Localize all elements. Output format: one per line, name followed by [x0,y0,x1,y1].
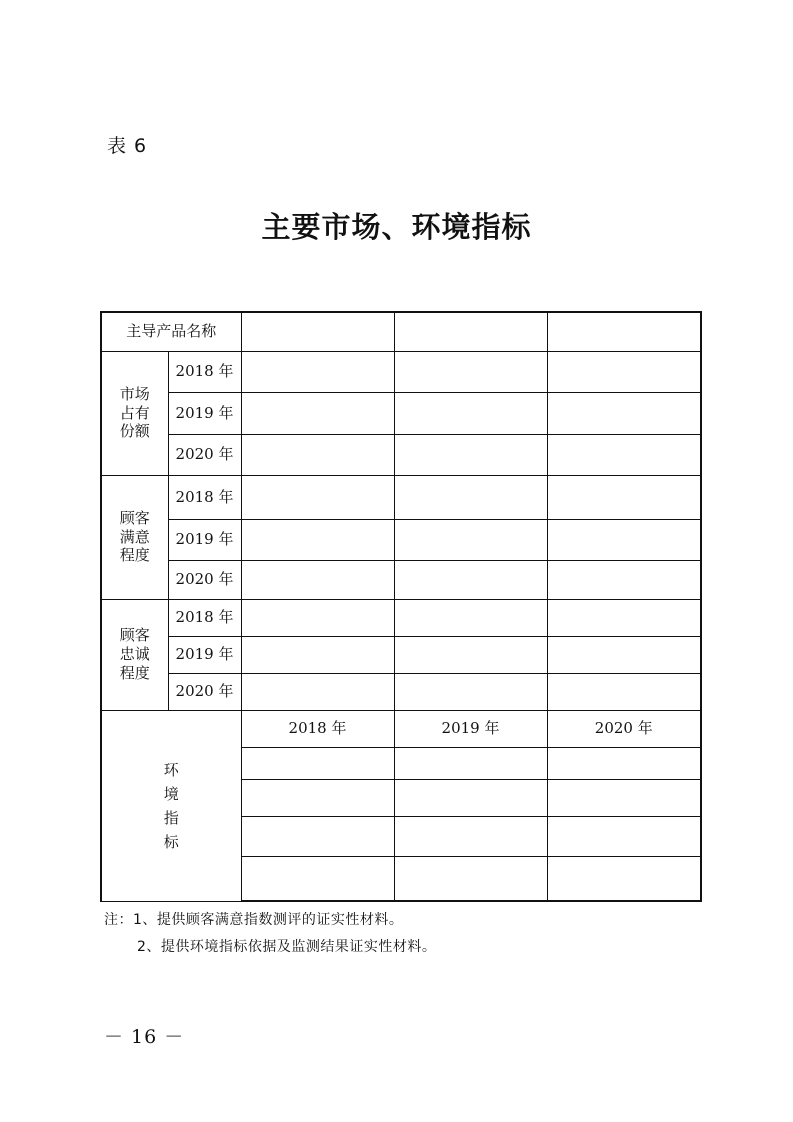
environment-line: 指 [163,808,179,827]
table-cell[interactable] [394,599,547,636]
table-cell[interactable] [394,351,547,392]
year-label: 2020 年 [168,560,241,599]
customer-loyalty-line: 忠诚 [119,645,150,664]
table-cell[interactable] [241,434,394,475]
table-cell[interactable] [241,779,394,816]
table-row [101,599,701,636]
table-row [101,434,701,475]
table-cell[interactable] [241,636,394,673]
year-label: 2018 年 [168,351,241,392]
table-cell[interactable] [547,816,701,856]
table-cell[interactable] [394,560,547,599]
customer-satisfaction-label [101,475,168,599]
year-label: 2019 年 [168,392,241,434]
table-cell[interactable] [394,434,547,475]
table-cell[interactable] [241,351,394,392]
year-label: 2019 年 [168,636,241,673]
notes [104,907,436,961]
environment-year-header: 2019 年 [394,710,547,747]
table-cell[interactable] [394,636,547,673]
environment-year-header: 2018 年 [241,710,394,747]
table-cell[interactable] [394,816,547,856]
table-cell[interactable] [547,351,701,392]
table-cell[interactable] [547,779,701,816]
market-share-line: 份额 [119,422,150,441]
market-share-line: 占有 [119,403,150,422]
table-cell[interactable] [547,856,701,901]
table-cell[interactable] [547,475,701,519]
table-cell[interactable] [547,673,701,710]
product-name-label: 主导产品名称 [101,312,241,351]
table-cell[interactable] [547,392,701,434]
table-cell[interactable] [547,312,701,351]
year-label: 2018 年 [168,599,241,636]
table-cell[interactable] [394,519,547,560]
customer-loyalty-line: 顾客 [119,626,150,645]
table-cell[interactable] [394,856,547,901]
customer-loyalty-line: 程度 [119,663,150,682]
table-row [101,673,701,710]
table-cell[interactable] [547,434,701,475]
customer-satisfaction-line: 程度 [119,546,150,565]
market-environment-table [100,311,702,902]
table-cell[interactable] [394,747,547,779]
table-cell[interactable] [241,475,394,519]
table-row [101,710,701,747]
environment-line: 标 [163,832,179,851]
year-label: 2018 年 [168,475,241,519]
market-share-line: 市场 [119,384,150,403]
table-cell[interactable] [394,392,547,434]
environment-line: 环 [163,760,179,779]
table-row [101,312,701,351]
table-row [101,519,701,560]
table-cell[interactable] [241,747,394,779]
table-cell[interactable] [547,747,701,779]
table-cell[interactable] [394,673,547,710]
year-label: 2020 年 [168,434,241,475]
table-cell[interactable] [241,816,394,856]
table-cell[interactable] [547,519,701,560]
environment-line: 境 [163,784,179,803]
market-share-label [101,351,168,475]
table-cell[interactable] [241,560,394,599]
year-label: 2020 年 [168,673,241,710]
table-row [101,351,701,392]
note-line-2: 2、提供环境指标依据及监测结果证实性材料。 [137,939,437,955]
table-cell[interactable] [241,856,394,901]
customer-satisfaction-line: 顾客 [119,508,150,527]
environment-indicator-label [101,710,241,901]
page-number: － 16 － [104,1026,185,1048]
table-cell[interactable] [241,392,394,434]
table-cell[interactable] [241,673,394,710]
table-cell[interactable] [547,560,701,599]
page-title: 主要市场、环境指标 [261,210,532,244]
table-cell[interactable] [394,475,547,519]
table-row [101,475,701,519]
environment-year-header: 2020 年 [547,710,701,747]
table-row [101,560,701,599]
table-label: 表 6 [107,135,148,157]
table-cell[interactable] [394,779,547,816]
table-cell[interactable] [241,599,394,636]
table-row [101,636,701,673]
customer-satisfaction-line: 满意 [119,527,150,546]
table-cell[interactable] [394,312,547,351]
table-cell[interactable] [547,636,701,673]
note-line-1: 注：1、提供顾客满意指数测评的证实性材料。 [104,912,404,928]
table-row [101,392,701,434]
table-cell[interactable] [241,312,394,351]
table-cell[interactable] [547,599,701,636]
table-cell[interactable] [241,519,394,560]
year-label: 2019 年 [168,519,241,560]
customer-loyalty-label [101,599,168,710]
